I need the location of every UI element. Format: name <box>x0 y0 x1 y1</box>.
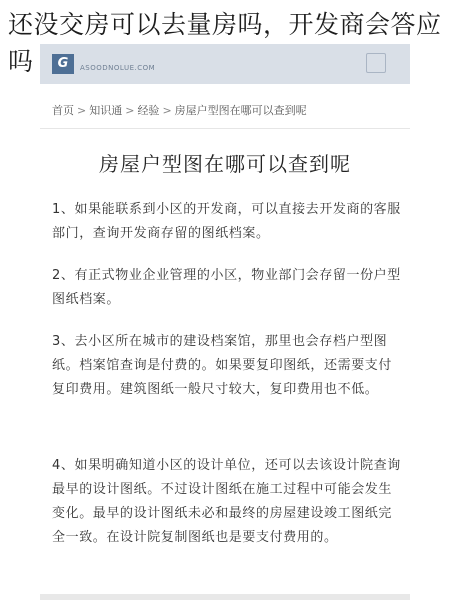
divider <box>40 128 410 129</box>
article-paragraph: 3、去小区所在城市的建设档案馆，那里也会存档户型图纸。档案馆查询是付费的。如果要复印图纸，还需要支付复印费用。建筑图纸一般尺寸较大，复印费用也不低。 <box>52 334 393 397</box>
breadcrumb-separator: > <box>162 104 172 117</box>
page-caption: 还没交房可以去量房吗，开发商会答应吗 <box>8 10 442 76</box>
breadcrumb-home[interactable]: 首页 <box>52 104 74 117</box>
breadcrumb-current: 房屋户型图在哪可以查到呢 <box>174 104 307 117</box>
breadcrumb-separator: > <box>77 104 87 117</box>
breadcrumb-separator: > <box>125 104 135 117</box>
breadcrumb-knowledge[interactable]: 知识通 <box>89 104 123 117</box>
article-paragraph: 4、如果明确知道小区的设计单位，还可以去该设计院查询最早的设计图纸。不过设计图纸在施工过程中可能会发生变化。最早的设计图纸未必和最终的房屋建设竣工图纸完全一致。在设计院复制图纸也是要支付费用的。 <box>52 458 401 545</box>
article-title: 房屋户型图在哪可以查到呢 <box>99 152 351 176</box>
site-domain: ASOODNOLUE.COM <box>80 64 156 72</box>
breadcrumb-experience[interactable]: 经验 <box>137 104 160 117</box>
article-paragraph: 1、如果能联系到小区的开发商，可以直接去开发商的客服部门，查询开发商存留的图纸档案。 <box>52 202 401 241</box>
article-screenshot <box>40 44 410 600</box>
article-paragraph: 2、有正式物业企业管理的小区，物业部门会存留一份户型图纸档案。 <box>52 268 401 307</box>
bottom-bar <box>40 594 410 600</box>
site-logo[interactable]: G <box>52 54 74 74</box>
breadcrumb <box>52 102 307 118</box>
